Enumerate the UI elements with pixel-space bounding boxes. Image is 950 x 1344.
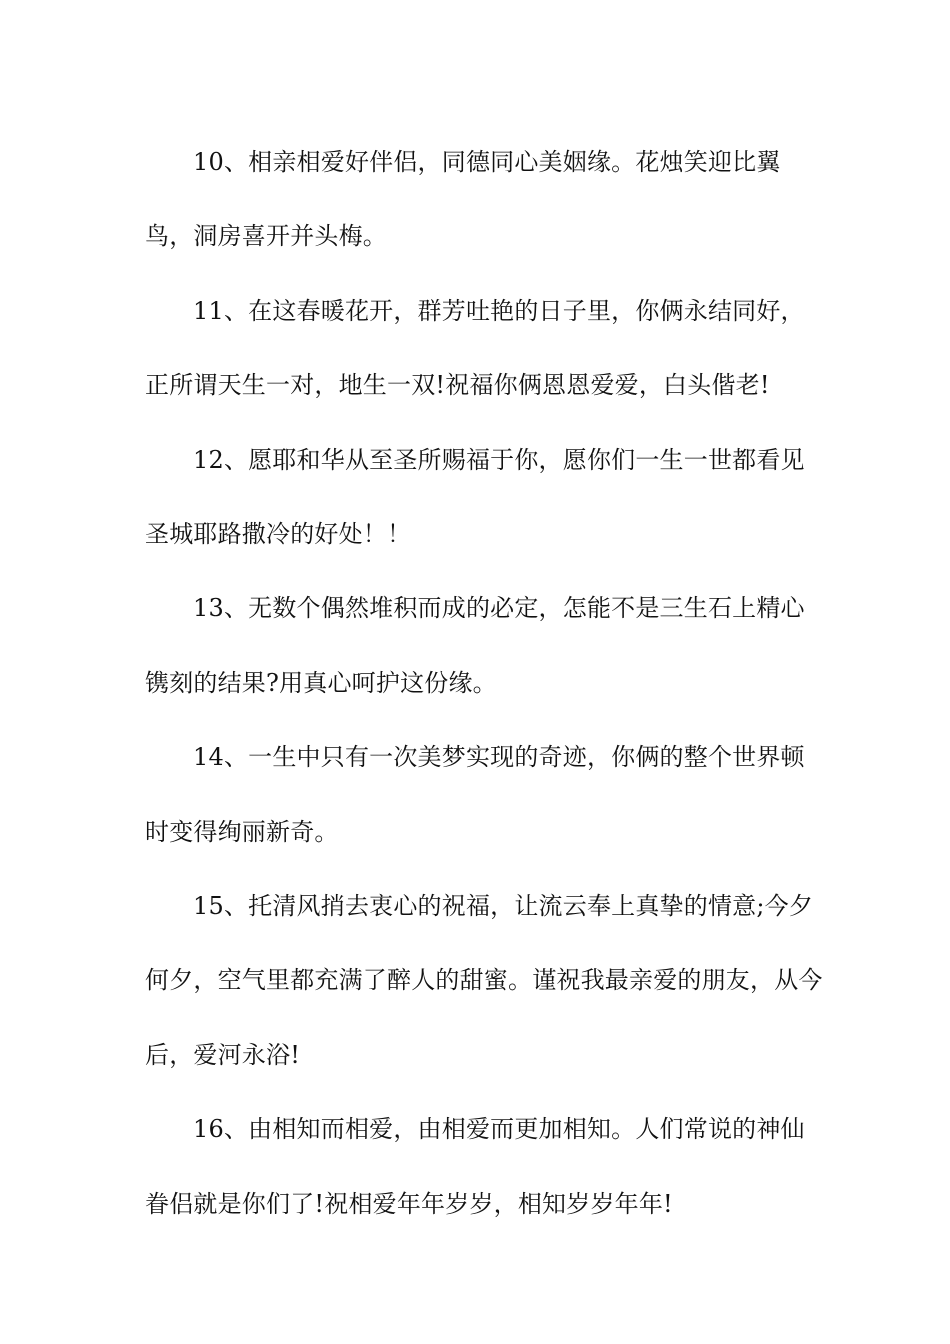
paragraph-12: 12、愿耶和华从至圣所赐福于你，愿你们一生一世都看见圣城耶路撒冷的好处！！ (145, 445, 805, 549)
paragraph-14: 14、一生中只有一次美梦实现的奇迹，你俩的整个世界顿时变得绚丽新奇。 (145, 743, 805, 846)
paragraph-16: 16、由相知而相爱，由相爱而更加相知。人们常说的神仙眷侣就是你们了!祝相爱年年岁岁，相知岁岁年年! (145, 1115, 805, 1218)
paragraph-15: 15、托清风捎去衷心的祝福，让流云奉上真挚的情意;今夕何夕，空气里都充满了醉人的甜蜜。谨祝我最亲爱的朋友，从今后，爱河永浴! (145, 892, 823, 1069)
paragraph-10: 10、相亲相爱好伴侣，同德同心美姻缘。花烛笑迎比翼鸟，洞房喜开并头梅。 (145, 148, 781, 251)
paragraph-13: 13、无数个偶然堆积而成的必定，怎能不是三生石上精心镌刻的结果?用真心呵护这份缘。 (145, 594, 805, 697)
paragraph-11: 11、在这春暖花开，群芳吐艳的日子里，你俩永结同好，正所谓天生一对，地生一双!祝福你俩恩恩爱爱，白头偕老! (145, 296, 805, 400)
document-body (145, 125, 825, 1241)
